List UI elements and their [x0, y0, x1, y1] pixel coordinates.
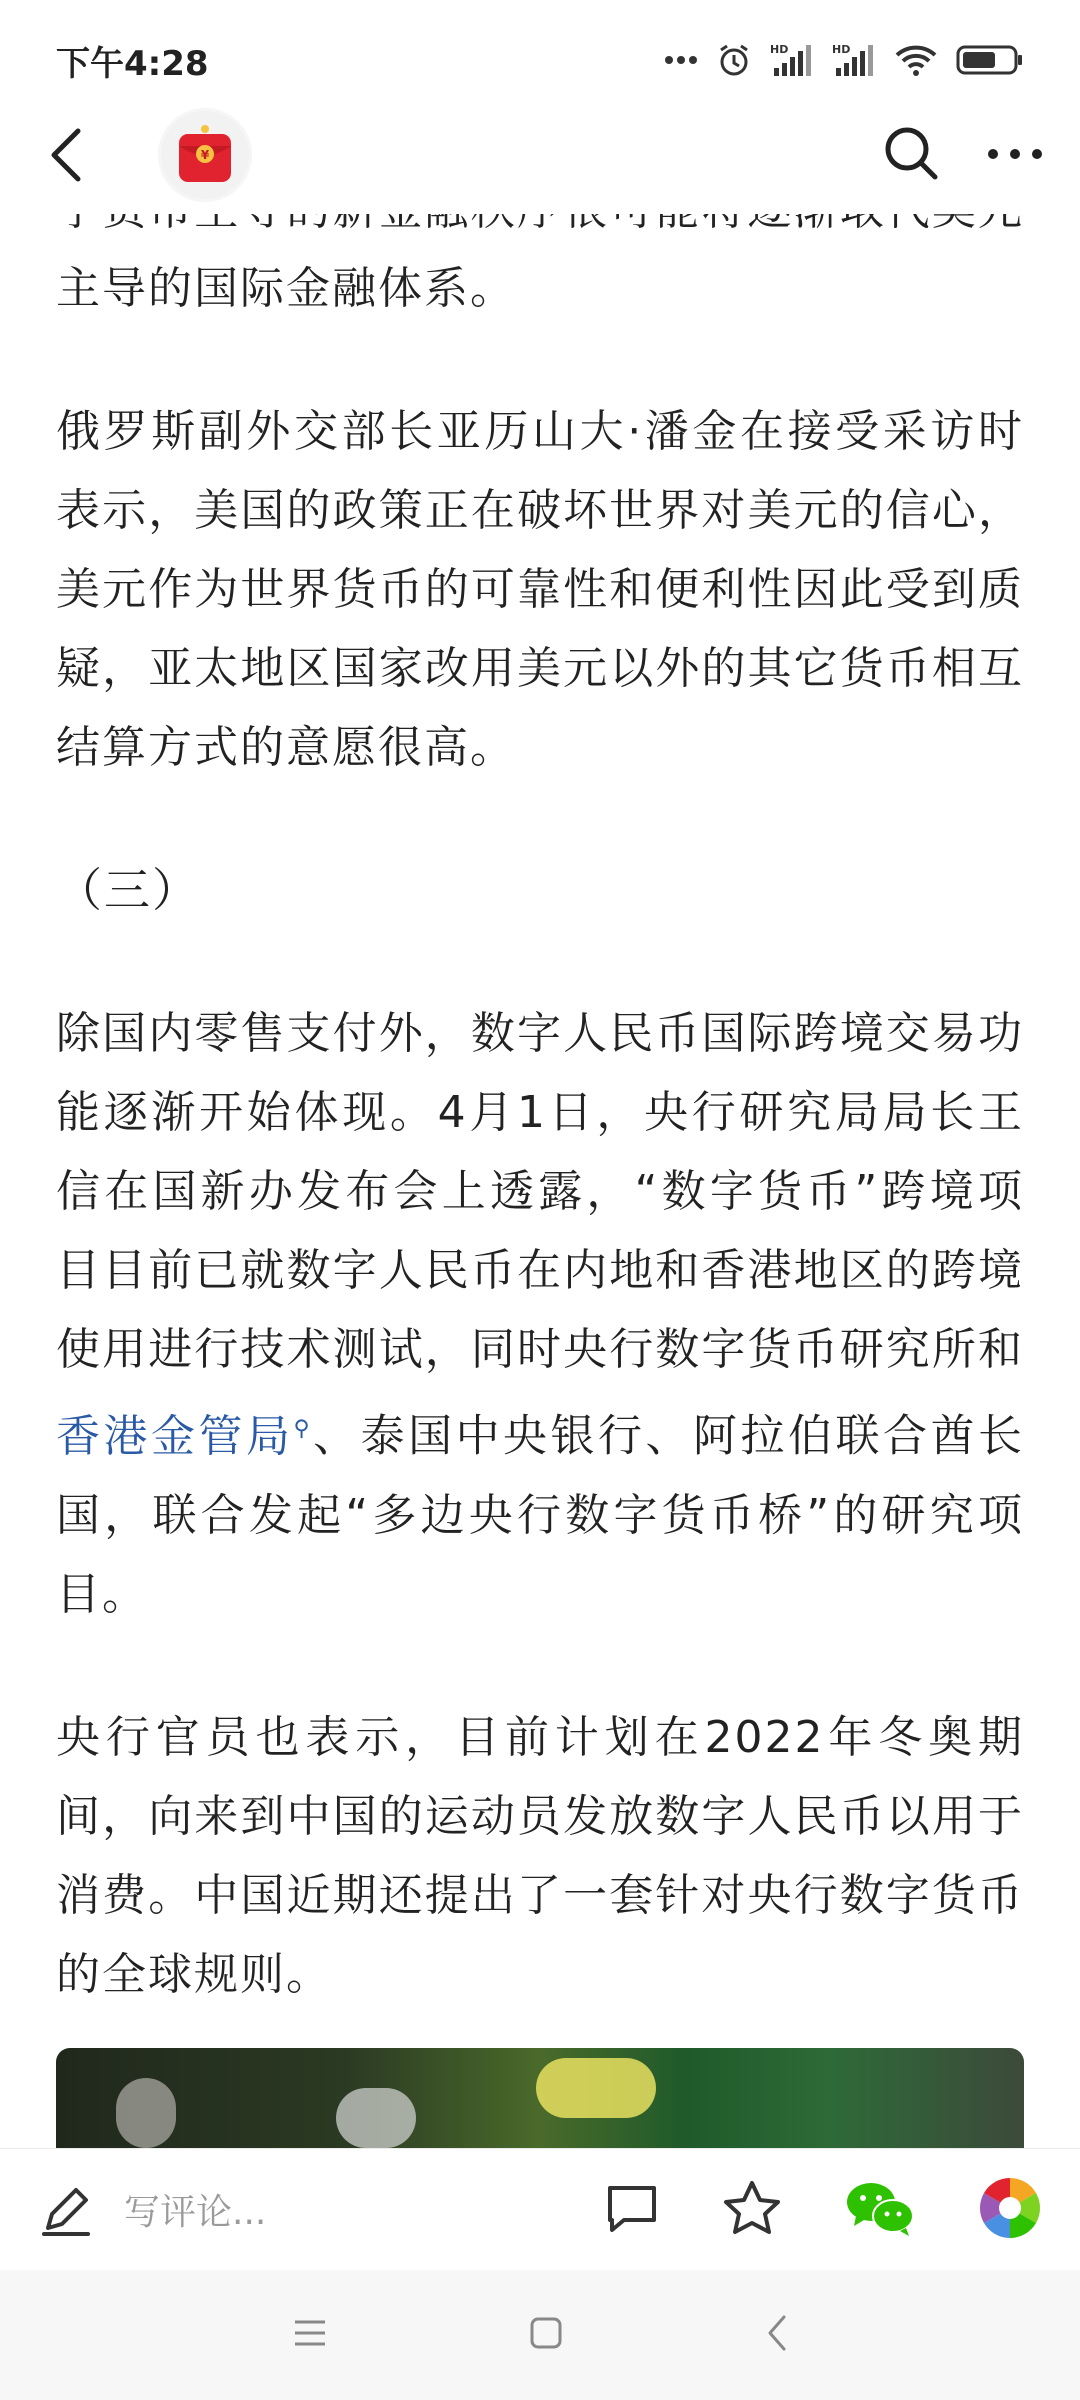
bottom-actions — [604, 2176, 1042, 2244]
status-icons — [664, 42, 1024, 78]
moments-icon — [978, 2176, 1042, 2240]
favorite-button[interactable] — [722, 2179, 782, 2241]
article-paragraph — [56, 994, 1024, 1634]
comment-button[interactable] — [604, 2180, 660, 2240]
top-bar — [0, 96, 1080, 214]
hd-signal-icon — [832, 42, 876, 78]
article-body — [56, 170, 1024, 2014]
hd-label: HD — [770, 43, 789, 56]
bottom-bar — [0, 2148, 1080, 2270]
comment-input[interactable]: 写评论... — [124, 2192, 267, 2233]
wechat-share-button[interactable] — [844, 2178, 916, 2242]
more-icon — [986, 147, 1044, 161]
back-nav-icon — [764, 2313, 788, 2353]
section-heading: （三） — [56, 863, 200, 917]
home-icon — [528, 2315, 564, 2351]
back-nav-button[interactable] — [764, 2313, 788, 2357]
back-icon — [46, 127, 86, 183]
wechat-icon — [844, 2178, 916, 2238]
more-dots-icon — [664, 55, 698, 65]
red-envelope-button[interactable] — [158, 108, 252, 202]
comment-entry[interactable] — [38, 2182, 266, 2238]
comment-icon — [604, 2180, 660, 2236]
menu-icon — [292, 2318, 328, 2348]
battery-icon — [956, 44, 1024, 76]
article-paragraph: 俄罗斯副外交部长亚历山大·潘金在接受采访时表示，美国的政策正在破坏世界对美元的信心，美元作为世界货币的可靠性和便利性因此受到质疑，亚太地区国家改用美元以外的其它货币相互结算方式的意愿很高。 — [56, 406, 1024, 773]
more-button[interactable] — [986, 146, 1044, 165]
system-nav-bar — [0, 2270, 1080, 2400]
hd-label: HD — [832, 43, 851, 56]
article-image[interactable] — [56, 2048, 1024, 2148]
status-time: 下午4:28 — [56, 43, 209, 84]
hd-signal-icon — [770, 42, 814, 78]
wifi-icon — [894, 42, 938, 78]
top-actions — [882, 124, 1044, 186]
search-button[interactable] — [882, 124, 940, 186]
home-button[interactable] — [528, 2315, 564, 2355]
paragraph-text: 、泰国中央银行、阿拉伯联合酋长国，联合发起“多边央行数字货币桥”的研究项目。 — [56, 1410, 1024, 1620]
red-envelope-icon — [175, 124, 235, 186]
article-paragraph: 央行官员也表示，目前计划在2022年冬奥期间，向来到中国的运动员发放数字人民币以用于消费。中国近期还提出了一套针对央行数字货币的全球规则。 — [56, 1711, 1024, 2000]
search-icon — [882, 124, 940, 182]
back-button[interactable] — [36, 125, 96, 185]
article-paragraph: 主导的国际金融体系。 — [56, 263, 516, 314]
hkma-link[interactable]: 香港金管局⚲ — [56, 1410, 312, 1462]
search-hint-icon: ⚲ — [293, 1416, 312, 1441]
alarm-icon — [716, 42, 752, 78]
star-icon — [722, 2179, 782, 2237]
menu-button[interactable] — [292, 2318, 328, 2352]
svg-text:¥: ¥ — [200, 148, 210, 162]
edit-icon — [38, 2182, 94, 2238]
paragraph-text: 除国内零售支付外，数字人民币国际跨境交易功能逐渐开始体现。4月1日，央行研究局局长王信在国新办发布会上透露，“数字货币”跨境项目目前已就数字人民币在内地和香港地区的跨境使用进行技术测试，同时央行数字货币研究所和 — [56, 1008, 1024, 1375]
moments-share-button[interactable] — [978, 2176, 1042, 2244]
